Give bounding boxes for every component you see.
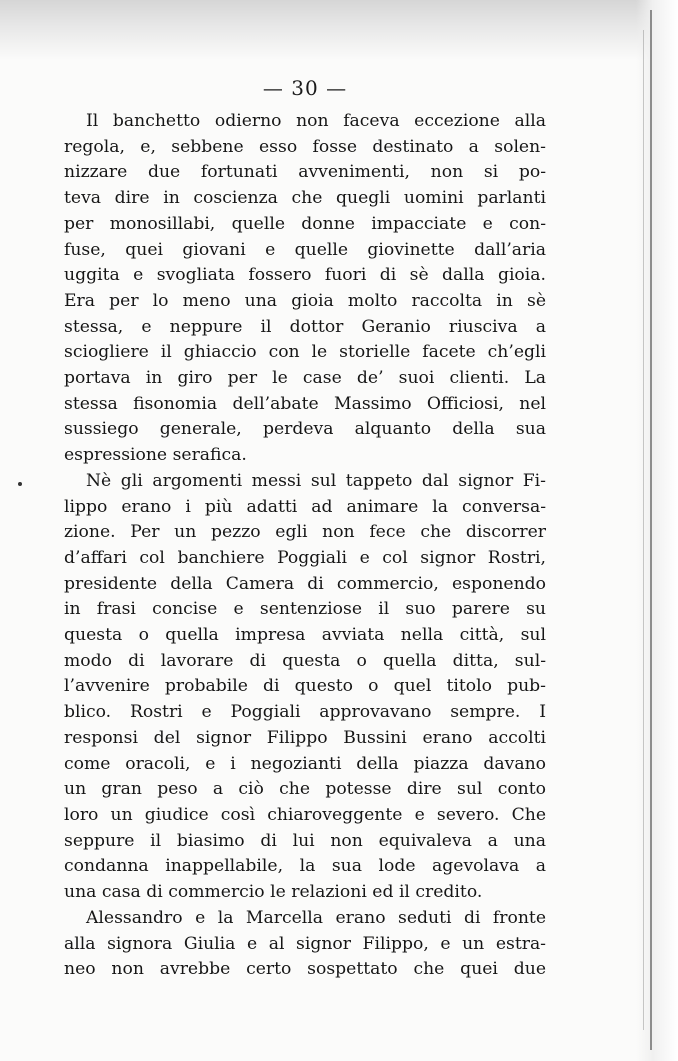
text-line: condanna inappellabile, la sua lode agevolava a: [64, 856, 546, 877]
paragraph-3: [64, 906, 546, 983]
text-line: seppure il biasimo di lui non equivaleva a una: [64, 830, 546, 851]
paragraph-1: [64, 109, 546, 469]
text-line: nizzare due fortunati avvenimenti, non si po-: [64, 162, 546, 183]
text-line: in frasi concise e sentenziose il suo parere su: [64, 599, 546, 620]
text-line: lippo erano i più adatti ad animare la conversa-: [64, 496, 546, 517]
text-line: regola, e, sebbene esso fosse destinato a solen-: [64, 136, 546, 157]
text-line: stessa, e neppure il dottor Geranio riusciva a: [64, 316, 546, 337]
binding-line-secondary: [643, 30, 644, 1030]
scan-shadow: [0, 0, 678, 60]
text-line: blico. Rostri e Poggiali approvavano sempre. I: [64, 702, 546, 723]
text-line: teva dire in coscienza che quegli uomini parlanti: [64, 188, 546, 209]
text-line: neo non avrebbe certo sospettato che quei due: [64, 959, 546, 980]
binding-line: [650, 10, 652, 1050]
text-line: espressione serafica.: [64, 445, 247, 466]
text-line: questa o quella impresa avviata nella città, sul: [64, 625, 546, 646]
text-line: una casa di commercio le relazioni ed il credito.: [64, 882, 483, 903]
text-line: zione. Per un pezzo egli non fece che discorrer: [64, 522, 546, 543]
text-line: presidente della Camera di commercio, esponendo: [64, 573, 546, 594]
text-line: uggita e svogliata fossero fuori di sè dalla gioia.: [64, 265, 546, 286]
text-line: portava in giro per le case de’ suoi clienti. La: [64, 368, 546, 389]
text-line: Era per lo meno una gioia molto raccolta in sè: [64, 290, 546, 311]
text-line: responsi del signor Filippo Bussini erano accolti: [64, 727, 546, 748]
text-line: d’affari col banchiere Poggiali e col signor Rostri,: [64, 547, 546, 568]
text-line: Nè gli argomenti messi sul tappeto dal signor Fi-: [86, 470, 546, 491]
text-line: come oracoli, e i negozianti della piazza davano: [64, 753, 546, 774]
text-line: modo di lavorare di questa o quella ditta, sul-: [64, 650, 546, 671]
text-line: per monosillabi, quelle donne impacciate e con-: [64, 213, 546, 234]
text-line: sussiego generale, perdeva alquanto della sua: [64, 419, 546, 440]
text-line: fuse, quei giovani e quelle giovinette dall’aria: [64, 239, 546, 260]
text-line: Alessandro e la Marcella erano seduti di fronte: [86, 907, 546, 928]
page-number: — 30 —: [262, 76, 348, 100]
text-line: sciogliere il ghiaccio con le storielle facete ch’egli: [64, 342, 546, 363]
body-text: [64, 109, 546, 983]
text-line: Il banchetto odierno non faceva eccezione alla: [86, 111, 546, 131]
text-line: loro un giudice così chiaroveggente e severo. Che: [64, 804, 546, 825]
text-line: l’avvenire probabile di questo o quel titolo pub-: [64, 676, 546, 697]
text-line: alla signora Giulia e al signor Filippo, e un estra-: [64, 933, 546, 954]
margin-mark: [18, 482, 22, 486]
text-line: stessa fisonomia dell’abate Massimo Officiosi, nel: [64, 393, 546, 414]
text-line: un gran peso a ciò che potesse dire sul conto: [64, 779, 546, 800]
paragraph-2: [64, 469, 546, 906]
